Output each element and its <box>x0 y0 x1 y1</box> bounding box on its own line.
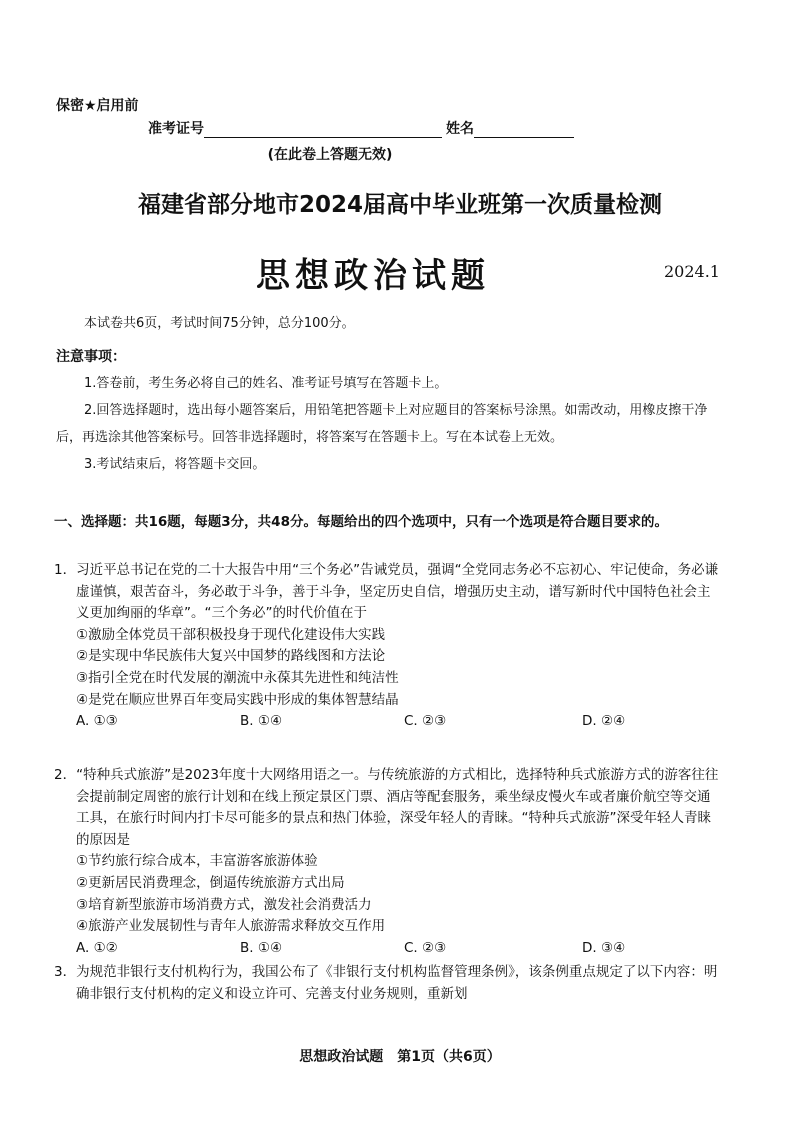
statement-option: ②更新居民消费理念，倒逼传统旅游方式出局 <box>76 874 345 891</box>
choice-a: A. ①② <box>76 939 118 956</box>
choice-c: C. ②③ <box>404 939 447 956</box>
question-stem: 1．习近平总书记在党的二十大报告中用“三个务必”告诫党员，强调“全党同志务必不忘初心、牢记使命，务必谦虚谨慎，艰苦奋斗，务必敢于斗争，善于斗争，坚定历史自信，增强历史主动，谱写新时代中国特色社会主义更加绚丽的华章”。“三个务必”的时代价值在于 <box>54 562 719 622</box>
statement-option: ①激励全体党员干部积极投身于现代化建设伟大实践 <box>76 626 386 643</box>
question-stem: 2．“特种兵式旅游”是2023年度十大网络用语之一。与传统旅游的方式相比，选择特种兵式旅游方式的游客往往会提前制定周密的旅行计划和在线上预定景区门票、酒店等配套服务，乘坐绿皮慢火车或者廉价航空等交通工具，在旅行时间内打卡尽可能多的景点和热门体验，深受年轻人的青睐。“特种兵式旅游”深受年轻人青睐的原因是 <box>54 767 719 848</box>
answer-choices <box>54 938 722 960</box>
choice-d: D. ②④ <box>582 713 626 730</box>
page-footer: 思想政治试题 第1页（共6页） <box>299 1049 501 1065</box>
name-label: 姓名 <box>446 121 474 137</box>
invalid-note: (在此卷上答题无效) <box>267 147 393 163</box>
notice-item: 3.考试结束后，将答题卡交回。 <box>84 457 266 472</box>
exam-id-label: 准考证号 <box>148 121 204 137</box>
question-1 <box>54 560 722 733</box>
exam-date: 2024.1 <box>664 262 720 281</box>
statement-option: ④旅游产业发展韧性与青年人旅游需求释放交互作用 <box>76 918 386 935</box>
notice-heading: 注意事项： <box>56 349 126 365</box>
question-3 <box>54 962 722 1005</box>
question-2 <box>54 765 722 959</box>
choice-b: B. ①④ <box>240 939 283 956</box>
choice-c: C. ②③ <box>404 713 447 730</box>
exam-intro: 本试卷共6页，考试时间75分钟，总分100分。 <box>84 316 355 331</box>
exam-id-blank <box>204 123 442 138</box>
answer-choices <box>54 711 722 733</box>
statement-option: ③培育新型旅游市场消费方式，激发社会消费活力 <box>76 896 372 913</box>
choice-b: B. ①④ <box>240 713 283 730</box>
candidate-info-row <box>148 118 574 138</box>
notice-item: 2.回答选择题时，选出每小题答案后，用铅笔把答题卡上对应题目的答案标号涂黑。如需改动，用橡皮擦干净后，再选涂其他答案标号。回答非选择题时，将答案写在答题卡上。写在本试卷上无效。 <box>56 403 708 445</box>
confidential-mark: 保密★启用前 <box>56 98 139 114</box>
statement-option: ①节约旅行综合成本，丰富游客旅游体验 <box>76 853 318 870</box>
name-blank <box>474 123 574 138</box>
notice-list <box>56 370 718 478</box>
subject-title: 思想政治试题 <box>256 256 490 296</box>
statement-option: ②是实现中华民族伟大复兴中国梦的路线图和方法论 <box>76 648 386 665</box>
section-heading: 一、选择题：共16题，每题3分，共48分。每题给出的四个选项中，只有一个选项是符合题目要求的。 <box>54 514 668 530</box>
statement-option: ④是党在顺应世界百年变局实践中形成的集体智慧结晶 <box>76 691 399 708</box>
choice-d: D. ③④ <box>582 939 626 956</box>
choice-a: A. ①③ <box>76 713 118 730</box>
exam-title: 福建省部分地市2024届高中毕业班第一次质量检测 <box>137 192 662 218</box>
statement-option: ③指引全党在时代发展的潮流中永葆其先进性和纯洁性 <box>76 669 399 686</box>
notice-item: 1.答卷前，考生务必将自己的姓名、准考证号填写在答题卡上。 <box>84 376 448 391</box>
question-stem: 3．为规范非银行支付机构行为，我国公布了《非银行支付机构监督管理条例》，该条例重点规定了以下内容：明确非银行支付机构的定义和设立许可、完善支付业务规则，重新划 <box>54 964 718 1002</box>
